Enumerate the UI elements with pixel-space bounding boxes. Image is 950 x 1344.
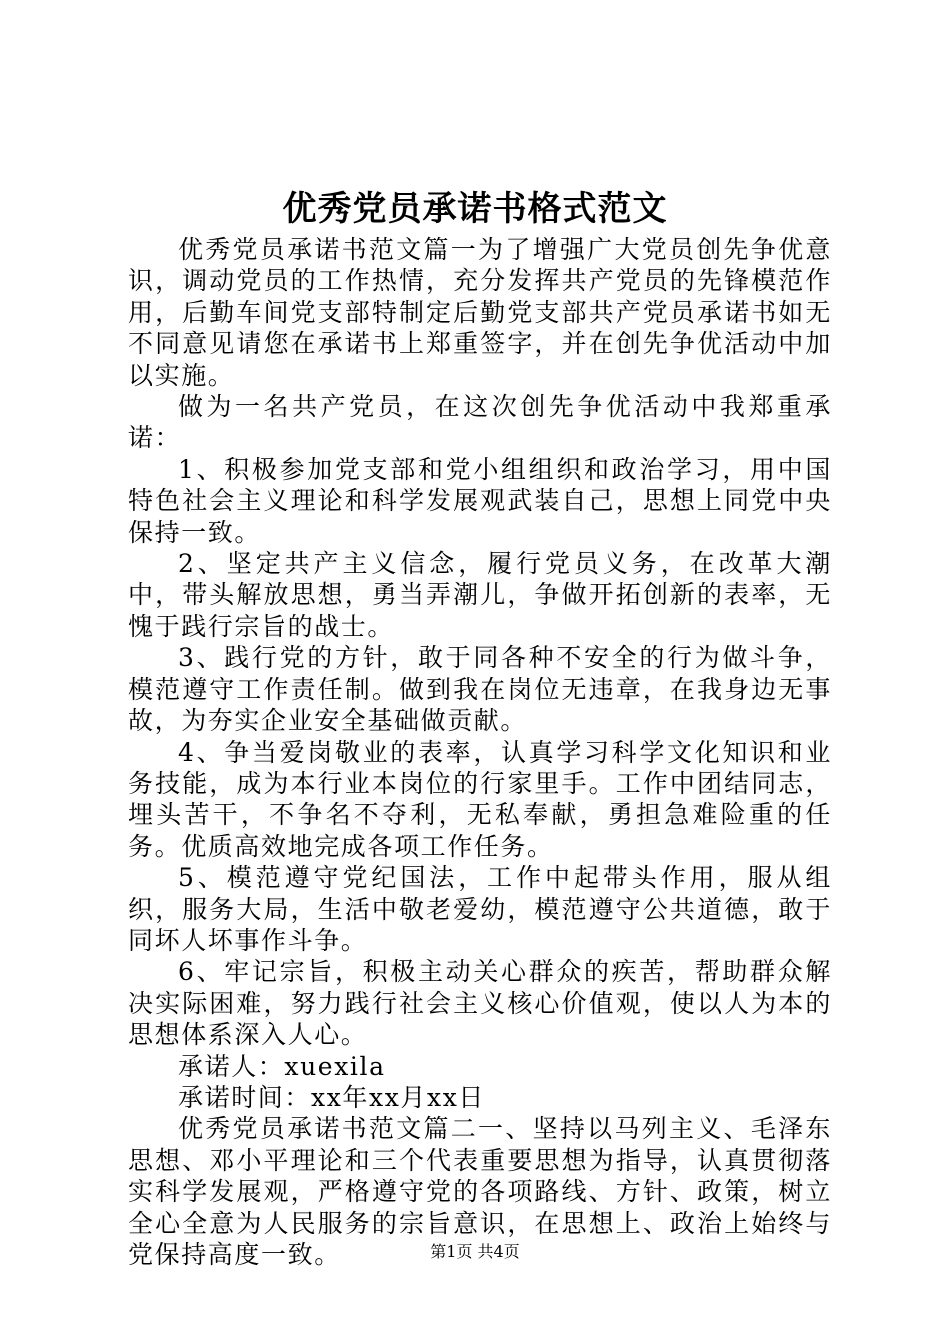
sample-two-paragraph: 优秀党员承诺书范文篇二一、坚持以马列主义、毛泽东思想、邓小平理论和三个代表重要思想为指导，认真贯彻落实科学发展观，严格遵守党的各项路线、方针、政策，树立全心全意为人民服务的宗旨意识，在思想上、政治上始终与党保持高度一致。	[128, 1114, 832, 1269]
document-title: 优秀党员承诺书格式范文	[282, 189, 668, 229]
pledge-lead-paragraph: 做为一名共产党员，在这次创先争优活动中我郑重承诺：	[128, 392, 832, 453]
pledge-item-6: 6、牢记宗旨，积极主动关心群众的疾苦，帮助群众解决实际困难，努力践行社会主义核心价值观，使以人为本的思想体系深入人心。	[128, 957, 832, 1050]
pledge-item-3: 3、践行党的方针，敢于同各种不安全的行为做斗争，模范遵守工作责任制。做到我在岗位无违章，在我身边无事故，为夯实企业安全基础做贡献。	[128, 643, 832, 736]
pledge-item-1: 1、积极参加党支部和党小组组织和政治学习，用中国特色社会主义理论和科学发展观武装自己，思想上同党中央保持一致。	[128, 454, 832, 547]
intro-paragraph: 优秀党员承诺书范文篇一为了增强广大党员创先争优意识，调动党员的工作热情，充分发挥共产党员的先锋模范作用，后勤车间党支部特制定后勤党支部共产党员承诺书如无不同意见请您在承诺书上郑重签字，并在创先争优活动中加以实施。	[128, 235, 832, 390]
document-body	[128, 234, 832, 1270]
pledge-item-5: 5、模范遵守党纪国法，工作中起带头作用，服从组织，服务大局，生活中敬老爱幼，模范遵守公共道德，敢于同坏人坏事作斗争。	[128, 863, 832, 955]
pledger-name-line: 承诺人：xuexila	[178, 1051, 386, 1081]
pledge-date-line: 承诺时间：xx年xx月xx日	[178, 1082, 485, 1112]
pledge-item-2: 2、坚定共产主义信念，履行党员义务，在改革大潮中，带头解放思想，勇当弄潮儿，争做开拓创新的表率，无愧于践行宗旨的战士。	[128, 549, 832, 641]
pledge-item-4: 4、争当爱岗敬业的表率，认真学习科学文化知识和业务技能，成为本行业本岗位的行家里手。工作中团结同志，埋头苦干，不争名不夺利，无私奉献，勇担急难险重的任务。优质高效地完成各项工作任务。	[128, 737, 832, 861]
page-number-footer: 第1页 共4页	[430, 1242, 520, 1261]
